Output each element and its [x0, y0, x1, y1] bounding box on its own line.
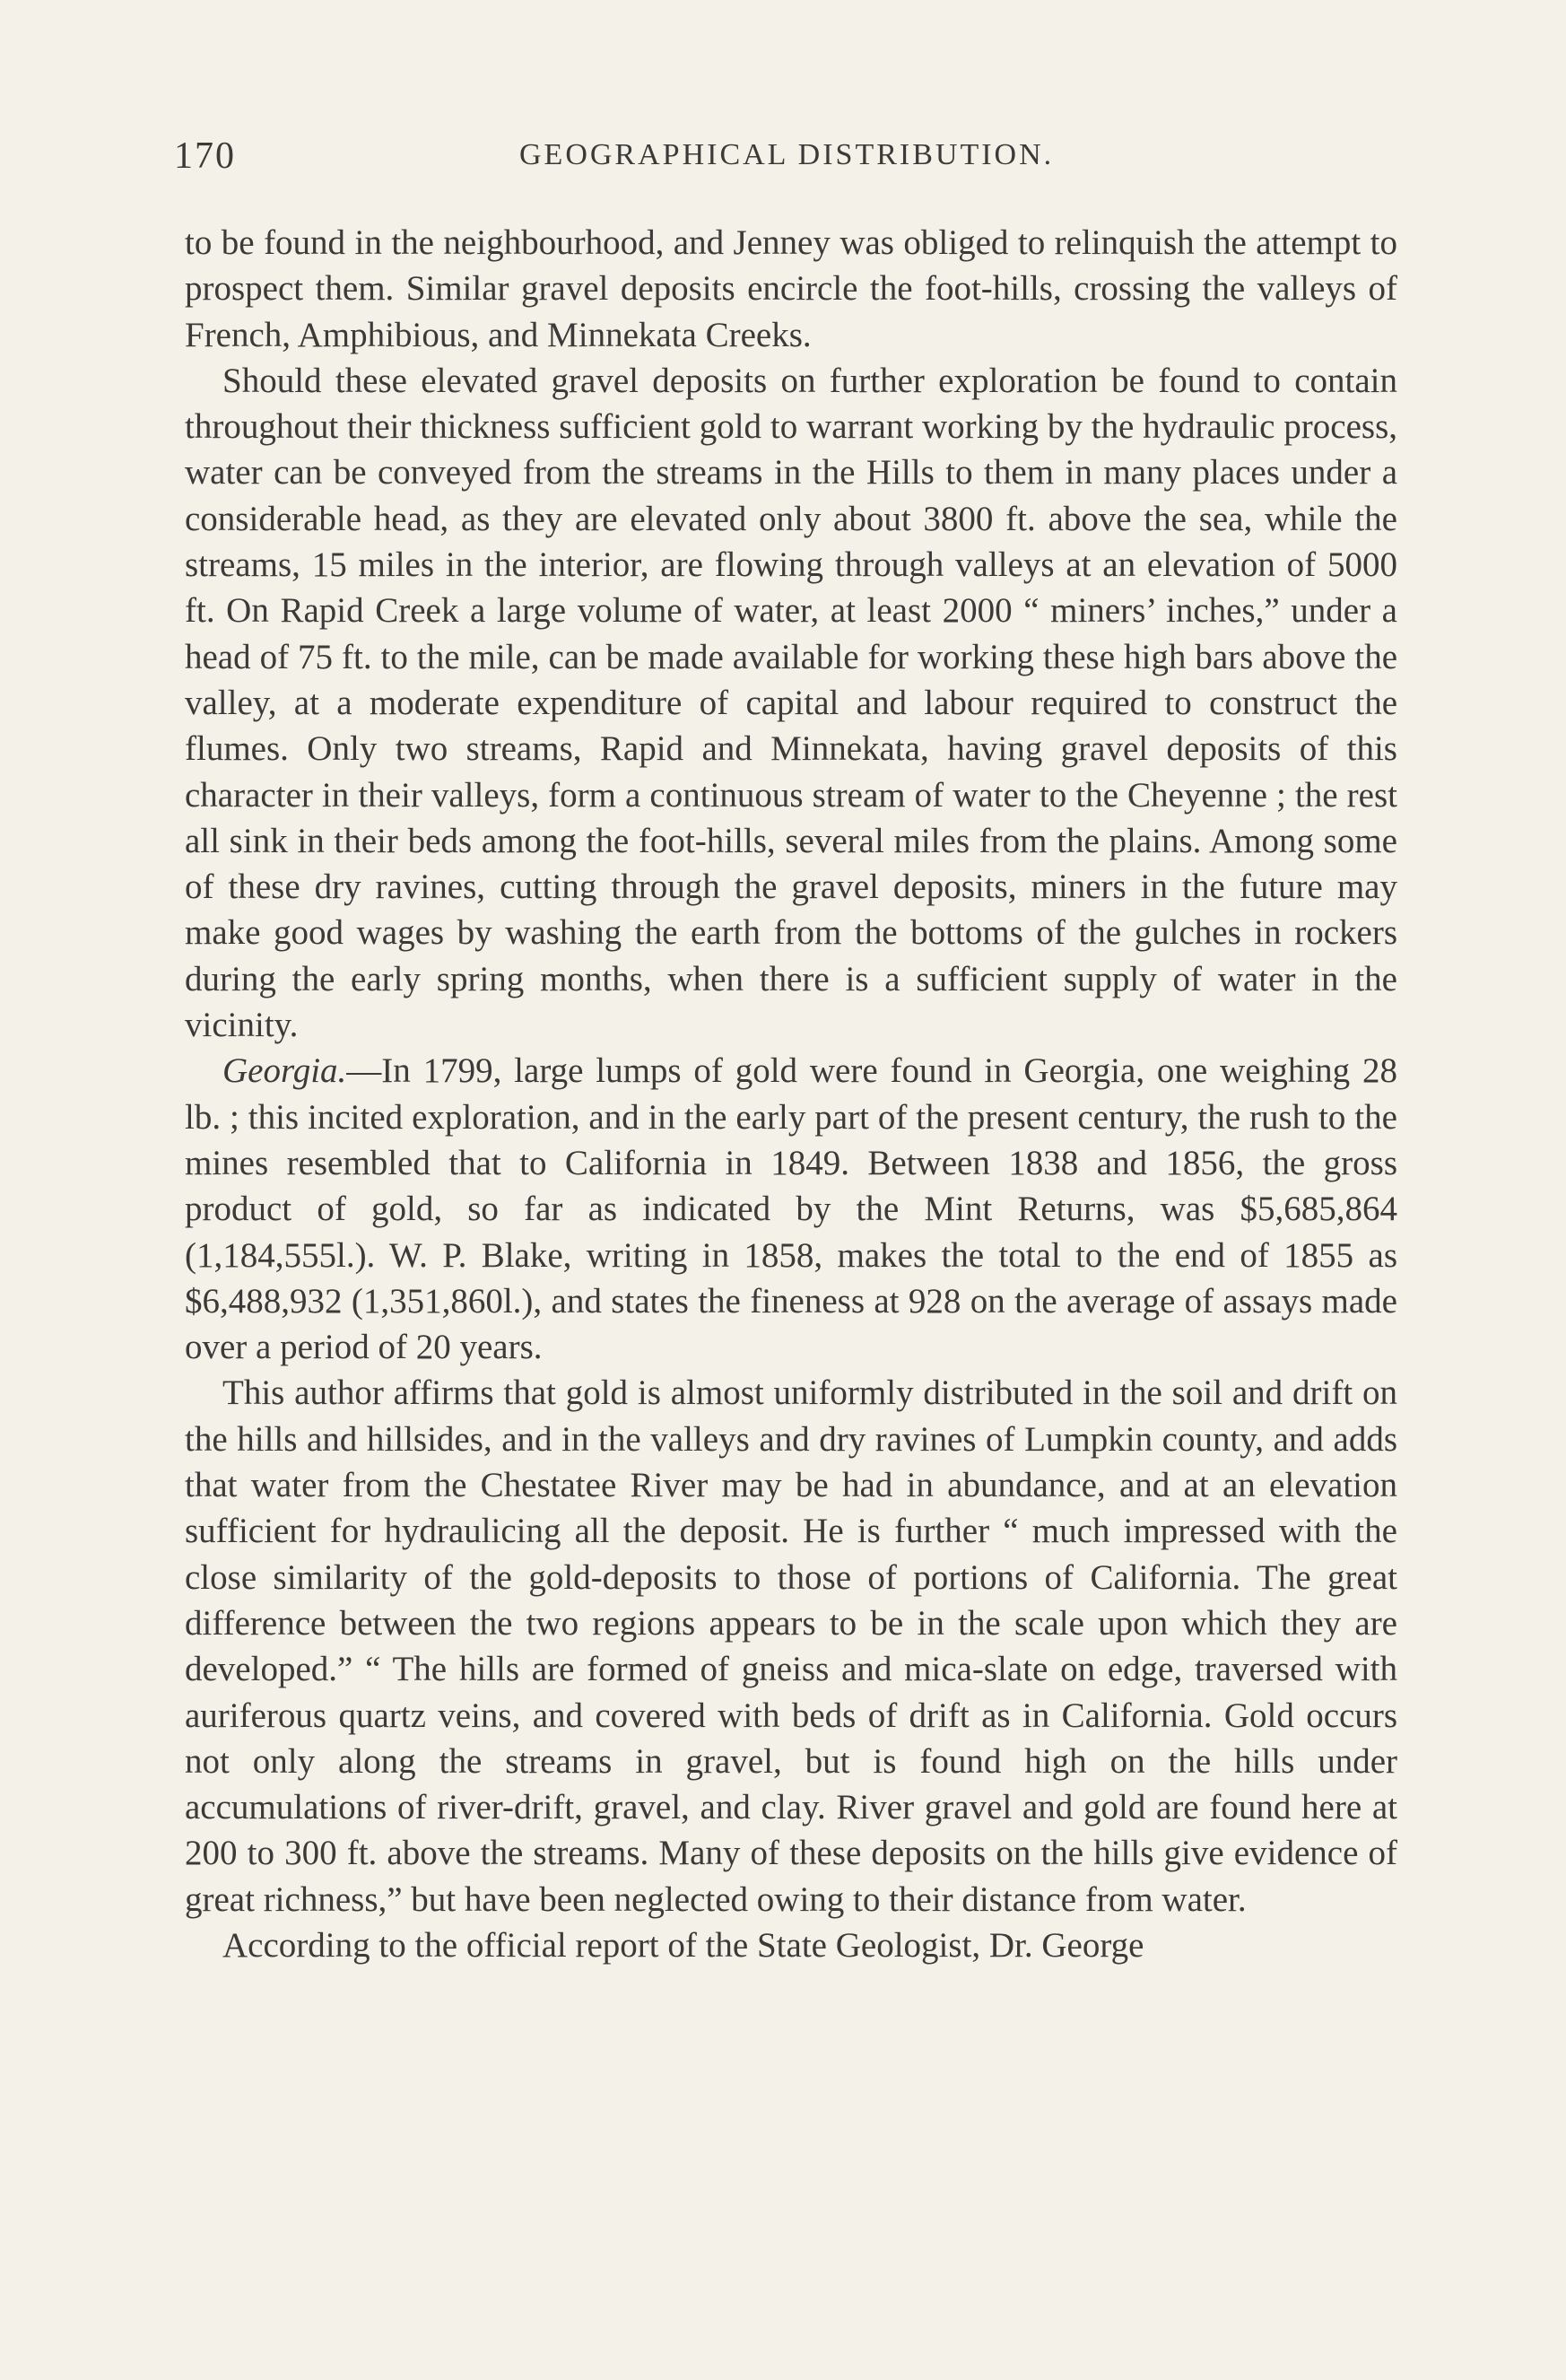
- paragraph-hydraulic-water: Should these elevated gravel deposits on further exploration be found to contain throughout their thickness sufficient gold to warrant working by the hydraulic process, water can be conveyed from the streams in the Hills to them in many places under a considerable head, as they are elevated only about 3800 ft. above the sea, while the streams, 15 miles in the interior, are flowing through valleys at an elevation of 5000 ft. On Rapid Creek a large volume of water, at least 2000 “ miners’ inches,” under a head of 75 ft. to the mile, can be made available for working these high bars above the valley, at a moderate expenditure of capital and labour required to construct the flumes. Only two streams, Rapid and Minnekata, having gravel deposits of this character in their valleys, form a continuous stream of water to the Cheyenne ; the rest all sink in their beds among the foot-hills, several miles from the plains. Among some of these dry ravines, cutting through the gravel deposits, miners in the future may make good wages by washing the earth from the bottoms of the gulches in rockers during the early spring months, when there is a sufficient supply of water in the vicinity.: [185, 361, 1397, 1045]
- body-text: [185, 220, 1397, 1968]
- page-number: 170: [174, 135, 236, 177]
- section-heading-georgia: Georgia.: [222, 1051, 347, 1091]
- running-head: GEOGRAPHICAL DISTRIBUTION.: [519, 138, 1055, 171]
- paragraph-state-geologist: According to the official report of the State Geologist, Dr. George: [222, 1925, 1144, 1965]
- paragraph-blake-observations: This author affirms that gold is almost uniformly distributed in the soil and drift on the hills and hillsides, and in the valleys and dry ravines of Lumpkin county, and adds that water from the Chestatee River may be had in abundance, and at an elevation sufficient for hydraulicing all the deposit. He is further “ much impressed with the close similarity of the gold-deposits to those of portions of California. The great difference between the two regions appears to be in the scale upon which they are developed.” “ The hills are formed of gneiss and mica-slate on edge, traversed with auriferous quartz veins, and covered with beds of drift as in California. Gold occurs not only along the streams in gravel, but is found high on the hills under accumulations of river-drift, gravel, and clay. River gravel and gold are found here at 200 to 300 ft. above the streams. Many of these deposits on the hills give evidence of great richness,” but have been neglected owing to their distance from water.: [185, 1373, 1397, 1919]
- page-header: [174, 135, 1410, 188]
- paragraph-continuation: to be found in the neighbourhood, and Jenney was obliged to relinquish the attempt to prospect them. Similar gravel deposits encircle the foot-hills, crossing the valleys of French, Amphibious, and Minnekata Creeks.: [185, 223, 1397, 354]
- paragraph-georgia-text: —In 1799, large lumps of gold were found in Georgia, one weighing 28 lb. ; this incited exploration, and in the early part of the present century, the rush to the mines resembled that to California in 1849. Between 1838 and 1856, the gross product of gold, so far as indicated by the Mint Returns, was $5,685,864 (1,184,555l.). W. P. Blake, writing in 1858, makes the total to the end of 1855 as $6,488,932 (1,351,860l.), and states the fineness at 928 on the average of assays made over a period of 20 years.: [185, 1051, 1397, 1367]
- paragraph-georgia: [185, 1048, 1397, 1370]
